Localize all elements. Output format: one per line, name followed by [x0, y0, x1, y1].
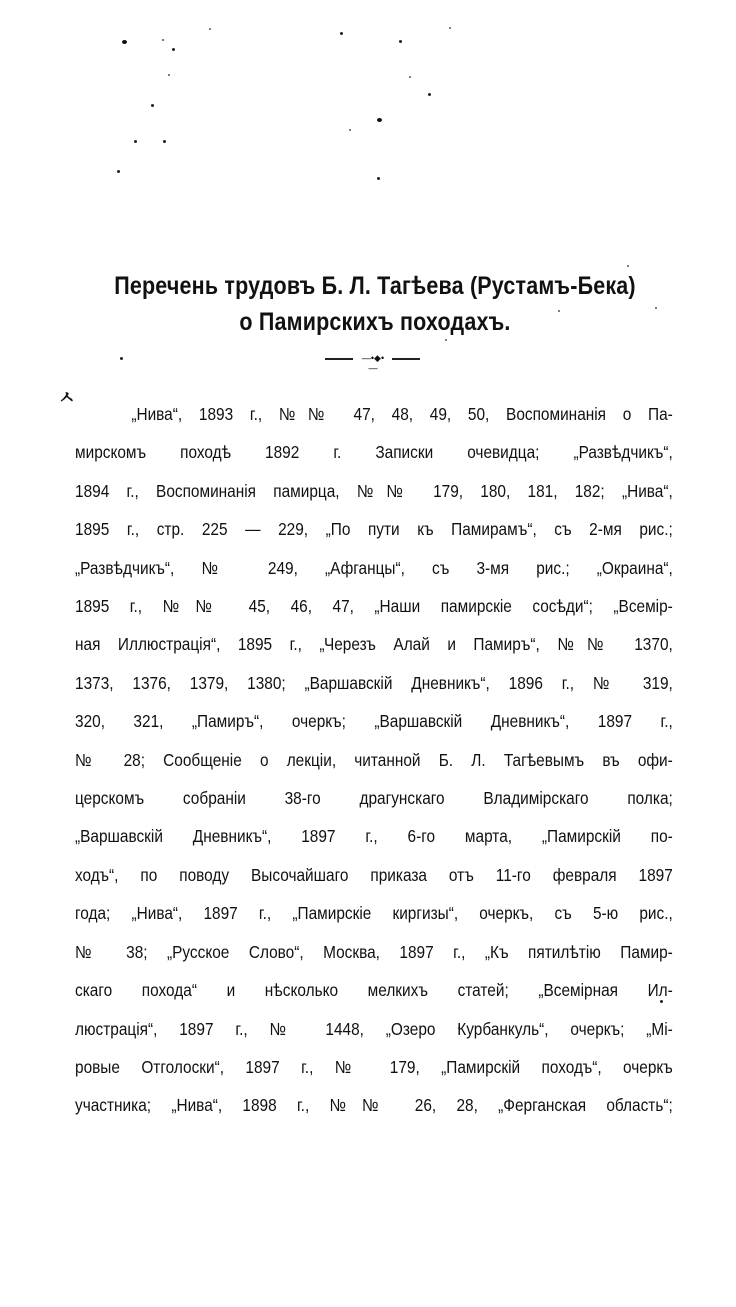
text-line: ная Иллюстрація“, 1895 г., „Черезъ Алай и Памиръ“, №№ 1370, [75, 634, 673, 655]
text-line: „Варшавскій Дневникъ“, 1897 г., 6-го марта, „Памирскій по- [75, 826, 673, 847]
text-line: скаго похода“ и нѣсколько мелкихъ статей; „Всемірная Ил- [75, 980, 673, 1001]
scan-speck [151, 104, 154, 107]
title-line-1: Перечень трудовъ Б. Л. Тагѣева (Рустамъ-Бека) [114, 272, 636, 300]
text-line: церскомъ собраніи 38-го драгунскаго Владимірскаго полка; [75, 788, 673, 809]
title-ornament [325, 353, 420, 373]
text-line: 1895 г., №№ 45, 46, 47, „Наши памирскіе сосѣди“; „Всемір- [75, 596, 673, 617]
scan-speck [399, 40, 402, 43]
text-line: 1894 г., Воспоминанія памирца, №№ 179, 180, 181, 182; „Нива“, [75, 480, 673, 501]
scan-speck [627, 265, 629, 267]
text-line: мирскомъ походѣ 1892 г. Записки очевидца; „Развѣдчикъ“, [75, 442, 673, 463]
text-line: 320, 321, „Памиръ“, очеркъ; „Варшавскій Дневникъ“, 1897 г., [75, 711, 673, 732]
handwritten-margin-mark: ㅅ [58, 388, 76, 409]
ornament-rule-right [392, 358, 420, 360]
text-line: участника; „Нива“, 1898 г., №№ 26, 28, „Ферганская область“; [75, 1095, 673, 1116]
scan-speck [163, 140, 166, 143]
scan-speck [409, 76, 411, 78]
scan-speck [449, 27, 451, 29]
text-line: 1373, 1376, 1379, 1380; „Варшавскій Дневникъ“, 1896 г., № 319, [75, 672, 673, 693]
bibliography-paragraph [75, 395, 673, 1125]
text-line: года; „Нива“, 1897 г., „Памирскіе киргизы“, очеркъ, съ 5-ю рис., [75, 903, 673, 924]
text-line: № 28; Сообщеніе о лекціи, читанной Б. Л. Тагѣевымъ въ офи- [75, 749, 673, 770]
scan-speck [172, 48, 175, 51]
page-title [104, 268, 646, 340]
ornament-rule-left [325, 358, 353, 360]
text-line: ходъ“, по поводу Высочайшаго приказа отъ 11-го февраля 1897 [75, 864, 673, 885]
title-line-2: о Памирскихъ походахъ. [239, 308, 511, 336]
text-line: „Развѣдчикъ“, № 249, „Афганцы“, съ 3-мя рис.; „Окраина“, [75, 557, 673, 578]
scan-speck [428, 93, 431, 96]
scan-speck [120, 357, 123, 360]
scan-speck [168, 74, 170, 76]
scan-speck [209, 28, 211, 30]
scan-speck [377, 177, 380, 180]
text-line: люстрація“, 1897 г., № 1448, „Озеро Курбанкуль“, очеркъ; „Мі- [75, 1018, 673, 1039]
text-line: № 38; „Русское Слово“, Москва, 1897 г., „Къ пятилѣтію Памир- [75, 941, 673, 962]
scan-speck [134, 140, 137, 143]
scan-speck [655, 307, 657, 309]
scan-speck [122, 40, 127, 44]
text-line: ровые Отголоски“, 1897 г., № 179, „Памирскій походъ“, очеркъ [75, 1056, 673, 1077]
ornament-center-glyph: —•◆•— [361, 353, 385, 373]
scan-speck [349, 129, 351, 131]
scan-speck [117, 170, 120, 173]
text-line: „Нива“, 1893 г., №№ 47, 48, 49, 50, Воспоминанія о Па- [131, 404, 673, 424]
scan-speck [377, 118, 382, 122]
scan-speck [340, 32, 343, 35]
scan-speck [162, 39, 164, 41]
text-line: 1895 г., стр. 225 — 229, „По пути къ Памирамъ“, съ 2-мя рис.; [75, 519, 673, 540]
